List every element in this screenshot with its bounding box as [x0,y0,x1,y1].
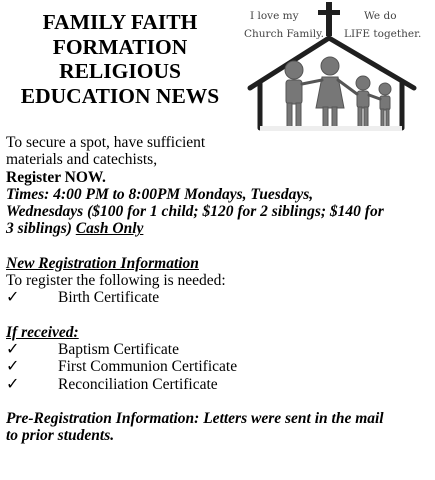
church-family-clipart [236,0,429,132]
cash-only-text: Cash Only [75,220,144,238]
checkmark-icon: ✓ [6,340,20,358]
new-registration-heading: New Registration Information [6,254,199,272]
checkmark-icon: ✓ [6,375,20,393]
pre-registration-line: Pre-Registration Information: Letters were sent in the mail [6,409,384,427]
times-line-prefix: 3 siblings) [6,220,76,238]
art-text-right-2: LIFE together. [344,28,422,40]
art-text-right-1: We do [364,10,397,22]
times-line [6,220,431,237]
checklist-item-label: Reconciliation Certificate [58,375,218,393]
intro-line: materials and catechists, [6,151,158,169]
title-line: FORMATION [52,34,188,59]
checkmark-icon: ✓ [6,289,20,307]
register-now-text: Register NOW. [6,168,106,186]
newsletter-body [6,134,431,444]
new-registration-intro: To register the following is needed: [6,272,226,290]
checkmark-icon: ✓ [6,358,20,376]
times-line: Times: 4:00 PM to 8:00PM Mondays, Tuesdays, [6,185,314,203]
page-title [6,10,234,108]
art-text-left-1: I love my [250,10,299,22]
times-line: Wednesdays ($100 for 1 child; $120 for 2 siblings; $140 for [6,203,384,221]
pre-registration-line: to prior students. [6,427,115,445]
checklist-item-label: Baptism Certificate [58,340,179,358]
title-line: RELIGIOUS [59,59,181,83]
art-text-left-2: Church Family. [244,28,324,40]
intro-line: To secure a spot, have sufficient [6,134,206,151]
checklist-item [6,341,431,358]
if-received-heading: If received: [6,323,79,341]
title-line: FAMILY FAITH [42,10,198,34]
checklist-item [6,289,431,306]
title-line: EDUCATION NEWS [20,83,220,108]
checklist-item [6,358,431,375]
checklist-item-label: First Communion Certificate [58,358,238,376]
checklist-item-label: Birth Certificate [58,289,160,307]
checklist-item [6,376,431,393]
